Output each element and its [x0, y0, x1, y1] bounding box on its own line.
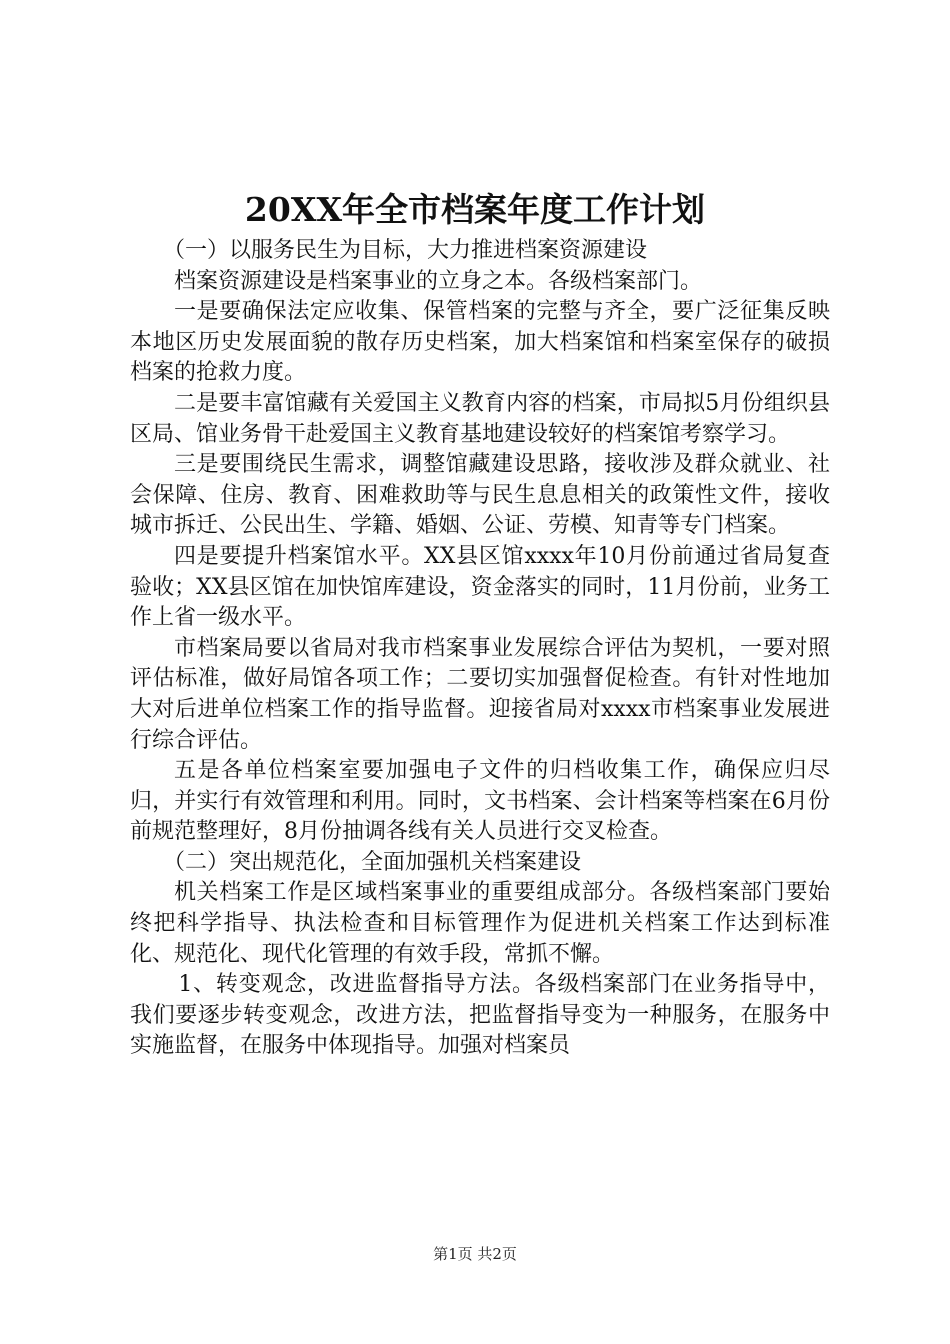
paragraph: 机关档案工作是区域档案事业的重要组成部分。各级档案部门要始终把科学指导、执法检查和目标管理作为促进机关档案工作达到标准化、规范化、现代化管理的有效手段，常抓不懈。 [130, 880, 830, 967]
paragraph: 二是要丰富馆藏有关爱国主义教育内容的档案，市局拟5月份组织县区局、馆业务骨干赴爱国主义教育基地建设较好的档案馆考察学习。 [130, 390, 830, 447]
paragraph: 一是要确保法定应收集、保管档案的完整与齐全，要广泛征集反映本地区历史发展面貌的散存历史档案，加大档案馆和档案室保存的破损档案的抢救力度。 [130, 299, 830, 386]
paragraph: 市档案局要以省局对我市档案事业发展综合评估为契机，一要对照评估标准，做好局馆各项工作；二要切实加强督促检查。有针对性地加大对后进单位档案工作的指导监督。迎接省局对xxxx市档案事业发展进行综合评估。 [130, 635, 830, 753]
paragraph: 四是要提升档案馆水平。XX县区馆xxxx年10月份前通过省局复查验收；XX县区馆在加快馆库建设，资金落实的同时，11月份前，业务工作上省一级水平。 [130, 543, 830, 631]
document-title: 20XX年全市档案年度工作计划 [244, 190, 706, 229]
section-heading-2: （二）突出规范化，全面加强机关档案建设 [163, 849, 582, 875]
page-footer: 第1页 共2页 [433, 1245, 517, 1263]
document-body [130, 236, 830, 1062]
paragraph: 三是要围绕民生需求，调整馆藏建设思路，接收涉及群众就业、社会保障、住房、教育、困难救助等与民生息息相关的政策性文件，接收城市拆迁、公民出生、学籍、婚姻、公证、劳模、知青等专门档案。 [130, 452, 830, 539]
paragraph: 五是各单位档案室要加强电子文件的归档收集工作，确保应归尽归，并实行有效管理和利用。同时，文书档案、会计档案等档案在6月份前规范整理好，8月份抽调各线有关人员进行交叉检查。 [130, 758, 830, 845]
section-heading-1: （一）以服务民生为目标，大力推进档案资源建设 [163, 238, 648, 263]
paragraph: 1、转变观念，改进监督指导方法。各级档案部门在业务指导中，我们要逐步转变观念，改进方法，把监督指导变为一种服务，在服务中实施监督，在服务中体现指导。加强对档案员 [130, 972, 830, 1059]
paragraph: 档案资源建设是档案事业的立身之本。各级档案部门。 [174, 268, 703, 294]
